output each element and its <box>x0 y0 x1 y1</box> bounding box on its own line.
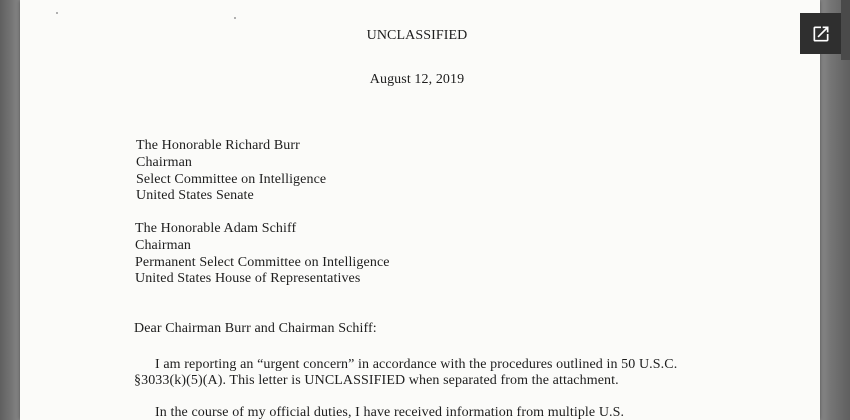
open-in-new-window-icon <box>811 24 831 44</box>
paragraph1-line2: §3033(k)(5)(A). This letter is UNCLASSIFIED when separated from the attachment. <box>134 373 619 388</box>
letter-date: August 12, 2019 <box>369 72 465 87</box>
recipient1-body: United States Senate <box>136 188 254 203</box>
recipient1-committee: Select Committee on Intelligence <box>136 172 327 187</box>
scrollbar-thumb[interactable] <box>841 0 850 60</box>
recipient2-role: Chairman <box>135 238 192 253</box>
salutation: Dear Chairman Burr and Chairman Schiff: <box>134 321 377 336</box>
recipient2-name: The Honorable Adam Schiff <box>135 221 297 236</box>
recipient1-role: Chairman <box>136 155 193 170</box>
paragraph2-line1: In the course of my official duties, I have received information from multiple U.S. <box>155 405 625 420</box>
scan-speck <box>234 17 236 19</box>
recipient2-body: United States House of Representatives <box>135 271 361 286</box>
recipient2-committee: Permanent Select Committee on Intelligence <box>135 255 390 270</box>
classification-header: UNCLASSIFIED <box>366 28 468 43</box>
scan-speck <box>56 12 58 14</box>
open-in-new-window-button[interactable] <box>800 13 841 54</box>
paragraph1-line1: I am reporting an “urgent concern” in accordance with the procedures outlined in 50 U.S.C. <box>155 357 678 372</box>
recipient1-name: The Honorable Richard Burr <box>136 138 300 153</box>
document-page <box>20 0 820 420</box>
